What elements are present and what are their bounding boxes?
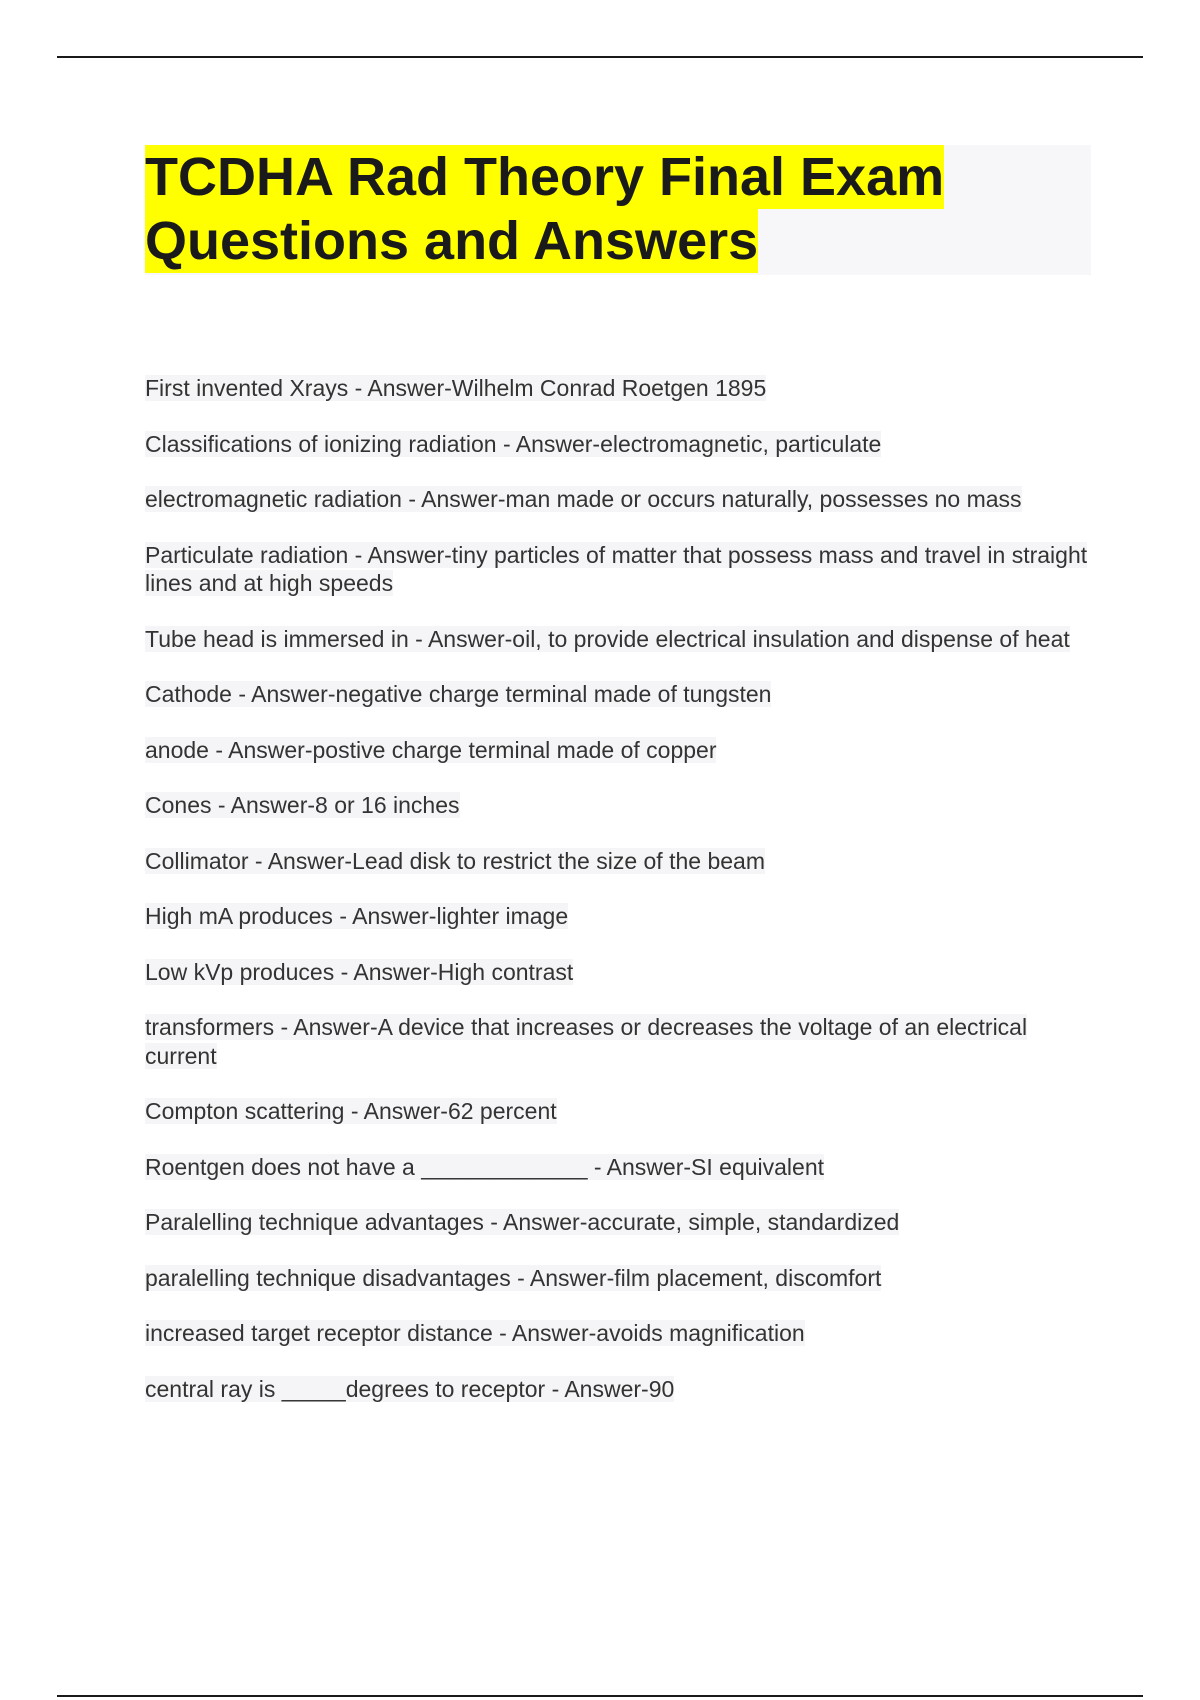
qa-text: Low kVp produces - Answer-High contrast xyxy=(145,958,574,985)
qa-item xyxy=(145,541,1105,598)
qa-text: High mA produces - Answer-lighter image xyxy=(145,903,569,929)
qa-item xyxy=(145,680,1105,709)
qa-item xyxy=(145,1319,1105,1348)
qa-item xyxy=(145,374,1105,403)
qa-item xyxy=(145,902,1105,931)
qa-text: Cones - Answer-8 or 16 inches xyxy=(145,792,460,818)
qa-item xyxy=(145,847,1105,876)
qa-item xyxy=(145,736,1105,765)
bottom-rule xyxy=(57,1695,1143,1697)
qa-item xyxy=(145,485,1105,514)
qa-text: Compton scattering - Answer-62 percent xyxy=(145,1098,557,1124)
title-block xyxy=(145,145,1091,275)
qa-list xyxy=(145,374,1105,1430)
qa-item xyxy=(145,1264,1105,1293)
qa-item xyxy=(145,1208,1105,1237)
qa-item xyxy=(145,1375,1105,1404)
qa-item xyxy=(145,430,1105,459)
qa-text: increased target receptor distance - Answer-avoids magnification xyxy=(145,1320,805,1346)
qa-text: anode - Answer-postive charge terminal made of copper xyxy=(145,736,717,763)
qa-text: First invented Xrays - Answer-Wilhelm Conrad Roetgen 1895 xyxy=(145,375,767,401)
qa-text: Tube head is immersed in - Answer-oil, to provide electrical insulation and dispense of heat xyxy=(145,625,1070,652)
qa-text: Cathode - Answer-negative charge terminal made of tungsten xyxy=(145,681,772,707)
qa-item xyxy=(145,1013,1105,1070)
qa-item xyxy=(145,791,1105,820)
qa-text: Particulate radiation - Answer-tiny particles of matter that possess mass and travel in straight lines and at high speeds xyxy=(145,541,1088,596)
qa-text: Collimator - Answer-Lead disk to restrict the size of the beam xyxy=(145,847,765,874)
title-line-1: TCDHA Rad Theory Final Exam xyxy=(145,147,945,207)
qa-text: transformers - Answer-A device that increases or decreases the voltage of an electrical current xyxy=(145,1014,1028,1069)
qa-text: Roentgen does not have a _____________ - Answer-SI equivalent xyxy=(145,1153,825,1180)
qa-item xyxy=(145,958,1105,987)
qa-text: Paralelling technique advantages - Answer-accurate, simple, standardized xyxy=(145,1209,900,1235)
qa-item xyxy=(145,625,1105,654)
qa-item xyxy=(145,1153,1105,1182)
qa-text: central ray is _____degrees to receptor - Answer-90 xyxy=(145,1375,675,1402)
title-line-2: Questions and Answers xyxy=(145,211,759,271)
qa-text: electromagnetic radiation - Answer-man made or occurs naturally, possesses no mass xyxy=(145,486,1022,512)
qa-item xyxy=(145,1097,1105,1126)
qa-text: Classifications of ionizing radiation - Answer-electromagnetic, particulate xyxy=(145,430,882,457)
qa-text: paralelling technique disadvantages - Answer-film placement, discomfort xyxy=(145,1264,882,1291)
top-rule xyxy=(57,56,1143,58)
